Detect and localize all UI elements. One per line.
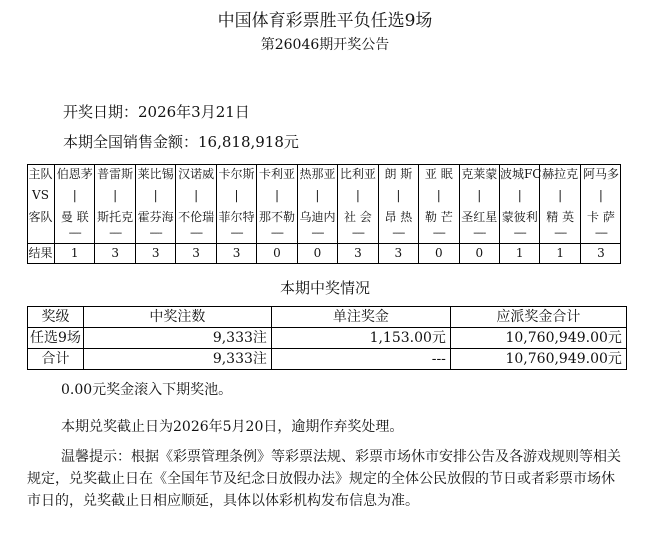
vs-mark: | (55, 185, 95, 207)
away-team: 菲尔特 (216, 207, 256, 229)
away-team: 卡 萨 (580, 207, 621, 229)
separator: ----- (378, 229, 418, 244)
separator: ----- (257, 229, 297, 244)
separator: ----- (55, 229, 95, 244)
header-total-prize: 应派奖金合计 (450, 307, 626, 328)
home-label: 主队 (28, 167, 53, 181)
away-label: 客队 (28, 210, 53, 224)
result-label: 结果 (27, 244, 55, 265)
vs-mark: | (338, 185, 378, 207)
prize-table (27, 306, 627, 370)
row-level: 合计 (28, 349, 84, 370)
away-team: 那不勒 (257, 207, 297, 229)
home-team: 莱比锡 (135, 164, 175, 185)
away-team: 精 英 (540, 207, 580, 229)
separator: ----- (540, 229, 580, 244)
home-team: 比利亚 (338, 164, 378, 185)
match-result: 3 (95, 244, 135, 265)
vs-row (27, 185, 621, 207)
reminder-paragraph: 温馨提示：根据《彩票管理条例》等彩票法规、彩票市场休市安排公告及各游戏规则等相关规定，兑奖截止日在《全国年节及纪念日放假办法》规定的全体公民放假的节日或者彩票市场休市日的，兑奖截止日相应顺延，具体以体彩机构发布信息为准。 (27, 449, 621, 509)
match-result: 3 (135, 244, 175, 265)
vs-mark: | (499, 185, 539, 207)
separator: ----- (580, 229, 621, 244)
away-team: 不伦瑞 (176, 207, 216, 229)
separator-row (27, 229, 621, 244)
rollover-note: 0.00元奖金滚入下期奖池。 (61, 382, 233, 398)
match-result: 3 (176, 244, 216, 265)
vs-mark: | (257, 185, 297, 207)
away-team: 乌迪内 (297, 207, 337, 229)
home-team: 阿马多 (580, 164, 621, 185)
vs-mark: | (419, 185, 459, 207)
page-title: 中国体育彩票胜平负任选9场 (217, 11, 433, 31)
header-count: 中奖注数 (83, 307, 271, 328)
match-result: 1 (499, 244, 539, 265)
row-unit-prize: --- (271, 349, 450, 370)
vs-mark: | (378, 185, 418, 207)
match-result: 3 (216, 244, 256, 265)
home-team: 卡利亚 (257, 164, 297, 185)
row-unit-prize: 1,153.00元 (271, 328, 450, 349)
match-result: 0 (459, 244, 499, 265)
home-team: 朗 斯 (378, 164, 418, 185)
match-result: 1 (540, 244, 580, 265)
draw-number-subtitle: 第26046期开奖公告 (260, 37, 390, 53)
away-team: 昂 热 (378, 207, 418, 229)
match-result: 3 (580, 244, 621, 265)
deadline-note: 本期兑奖截止日为2026年5月20日，逾期作弃奖处理。 (61, 419, 404, 435)
home-team: 亚 眠 (419, 164, 459, 185)
separator: ----- (95, 229, 135, 244)
home-team-row (27, 164, 621, 185)
separator: ----- (135, 229, 175, 244)
vs-mark: | (176, 185, 216, 207)
away-team: 曼 联 (55, 207, 95, 229)
sales-amount: 本期全国销售金额：16,818,918元 (63, 133, 299, 151)
away-team: 斯托克 (95, 207, 135, 229)
separator: ----- (419, 229, 459, 244)
separator: ----- (459, 229, 499, 244)
match-result: 0 (297, 244, 337, 265)
home-team: 普雷斯 (95, 164, 135, 185)
prize-section-title: 本期中奖情况 (279, 279, 370, 297)
vs-mark: | (95, 185, 135, 207)
vs-mark: | (135, 185, 175, 207)
row-count: 9,333注 (83, 328, 271, 349)
home-team: 卡尔斯 (216, 164, 256, 185)
vs-mark: | (580, 185, 621, 207)
header-unit-prize: 单注奖金 (271, 307, 450, 328)
vs-mark: | (216, 185, 256, 207)
prize-table-header (28, 307, 627, 328)
home-team: 克莱蒙 (459, 164, 499, 185)
away-team: 蒙彼利 (499, 207, 539, 229)
table-row (28, 328, 627, 349)
home-team: 伯恩茅 (55, 164, 95, 185)
row-total-prize: 10,760,949.00元 (450, 349, 626, 370)
separator: ----- (297, 229, 337, 244)
away-team: 社 会 (338, 207, 378, 229)
match-result: 0 (257, 244, 297, 265)
home-team: 波城FC (499, 164, 539, 185)
draw-date: 开奖日期：2026年3月21日 (63, 103, 250, 121)
away-team-row (27, 207, 621, 229)
vs-mark: | (297, 185, 337, 207)
result-row (27, 244, 621, 265)
match-grid (27, 164, 621, 264)
separator: ----- (338, 229, 378, 244)
separator: ----- (176, 229, 216, 244)
home-team: 赫拉克 (540, 164, 580, 185)
header-level: 奖级 (28, 307, 84, 328)
match-result: 3 (338, 244, 378, 265)
away-team: 霍芬海 (135, 207, 175, 229)
away-team: 勒 芒 (419, 207, 459, 229)
row-count: 9,333注 (83, 349, 271, 370)
separator: ----- (499, 229, 539, 244)
row-level: 任选9场 (28, 328, 84, 349)
row-total-prize: 10,760,949.00元 (450, 328, 626, 349)
away-team: 圣红星 (459, 207, 499, 229)
home-team: 汉诺威 (176, 164, 216, 185)
table-row (28, 349, 627, 370)
vs-mark: | (459, 185, 499, 207)
match-result: 0 (419, 244, 459, 265)
match-result: 1 (55, 244, 95, 265)
home-team: 热那亚 (297, 164, 337, 185)
match-result: 3 (378, 244, 418, 265)
vs-mark: | (540, 185, 580, 207)
vs-label: VS (32, 188, 49, 202)
separator: ----- (216, 229, 256, 244)
